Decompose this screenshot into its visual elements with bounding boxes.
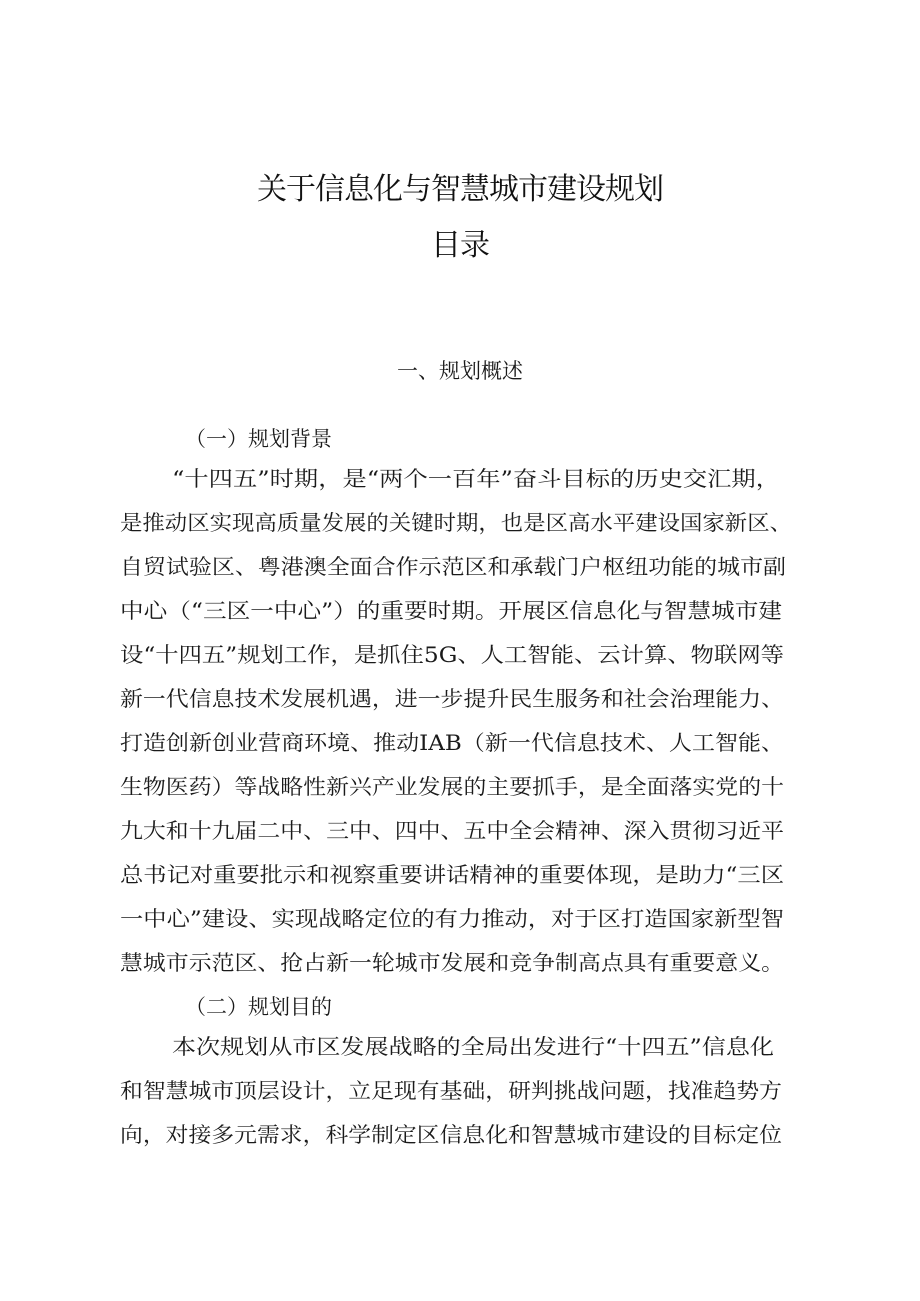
paragraph-line: 新一代信息技术发展机遇，进一步提升民生服务和社会治理能力、 — [120, 687, 784, 711]
paragraph-line: 本次规划从市区发展战略的全局出发进行“十四五”信息化 — [172, 1035, 774, 1059]
paragraph-line: 慧城市示范区、抢占新一轮城市发展和竞争制高点具有重要意义。 — [120, 951, 784, 975]
document-title: 关于信息化与智慧城市建设规划 — [257, 172, 663, 207]
paragraph-line: 总书记对重要批示和视察重要讲话精神的重要体现，是助力“三区 — [120, 863, 784, 887]
section-heading-overview: 一、规划概述 — [397, 359, 523, 383]
subsection-heading-background: （一）规划背景 — [185, 427, 332, 451]
paragraph-line: 是推动区实现高质量发展的关键时期，也是区高水平建设国家新区、 — [120, 511, 793, 535]
paragraph-line: “十四五”时期，是“两个一百年”奋斗目标的历史交汇期， — [172, 467, 780, 491]
paragraph-line: 自贸试验区、粤港澳全面合作示范区和承载门户枢纽功能的城市副 — [120, 555, 786, 579]
paragraph-line: 设“十四五”规划工作，是抓住5G、人工智能、云计算、物联网等 — [120, 643, 784, 667]
paragraph-line: 和智慧城市顶层设计，立足现有基础，研判挑战问题，找准趋势方 — [120, 1079, 782, 1103]
paragraph-line: 中心（“三区一中心”）的重要时期。开展区信息化与智慧城市建 — [120, 599, 782, 623]
paragraph-line: 向，对接多元需求，科学制定区信息化和智慧城市建设的目标定位 — [120, 1123, 782, 1147]
document-subtitle-contents: 目录 — [431, 228, 489, 263]
paragraph-line: 生物医药）等战略性新兴产业发展的主要抓手，是全面落实党的十 — [120, 775, 784, 799]
subsection-heading-purpose: （二）规划目的 — [185, 995, 332, 1019]
paragraph-line: 一中心”建设、实现战略定位的有力推动，对于区打造国家新型智 — [120, 907, 784, 931]
paragraph-line: 打造创新创业营商环境、推动IAB（新一代信息技术、人工智能、 — [120, 731, 784, 755]
paragraph-line: 九大和十九届二中、三中、四中、五中全会精神、深入贯彻习近平 — [120, 819, 784, 843]
